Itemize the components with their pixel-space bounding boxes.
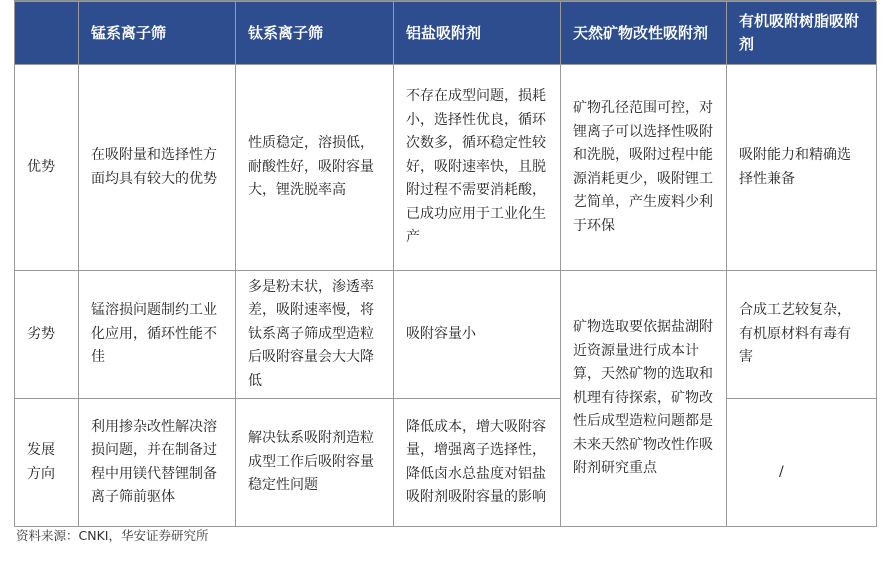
- cell-disadvantages-resin: 合成工艺较复杂，有机原材料有毒有害: [727, 271, 877, 399]
- cell-disadvantages-aluminum: 吸附容量小: [394, 271, 561, 399]
- cell-advantages-titanium: 性质稳定，溶损低，耐酸性好，吸附容量大，锂洗脱率高: [236, 65, 394, 271]
- header-aluminum-adsorbent: 铝盐吸附剂: [394, 2, 561, 65]
- cell-development-aluminum: 降低成本，增大吸附容量，增强离子选择性，降低卤水总盐度对铝盐吸附剂吸附容量的影响: [394, 399, 561, 527]
- header-corner: [15, 2, 79, 65]
- row-label-advantages: 优势: [15, 65, 79, 271]
- row-disadvantages: [15, 271, 877, 399]
- cell-advantages-aluminum: 不存在成型问题，损耗小，选择性优良，循环次数多，循环稳定性较好，吸附速率快，且脱附过程不需要消耗酸，已成功应用于工业化生产: [394, 65, 561, 271]
- cell-advantages-manganese: 在吸附量和选择性方面均具有较大的优势: [79, 65, 236, 271]
- header-natural-mineral-adsorbent: 天然矿物改性吸附剂: [561, 2, 727, 65]
- cell-development-manganese: 利用掺杂改性解决溶损问题，并在制备过程中用镁代替锂制备离子筛前驱体: [79, 399, 236, 527]
- header-titanium-sieve: 钛系离子筛: [236, 2, 394, 65]
- cell-advantages-resin: 吸附能力和精确选择性兼备: [727, 65, 877, 271]
- row-label-development: 发展方向: [15, 399, 79, 527]
- cell-disadvantages-titanium: 多是粉末状，渗透率差，吸附速率慢，将钛系离子筛成型造粒后吸附容量会大大降低: [236, 271, 394, 399]
- cell-disadvantages-manganese: 锰溶损问题制约工业化应用，循环性能不佳: [79, 271, 236, 399]
- header-organic-resin-adsorbent: 有机吸附树脂吸附剂: [727, 2, 877, 65]
- cell-development-titanium: 解决钛系吸附剂造粒成型工作后吸附容量稳定性问题: [236, 399, 394, 527]
- slash-mark: /: [779, 463, 784, 480]
- cell-disadvantages-mineral: 矿物选取要依据盐湖附近资源量进行成本计算，天然矿物的选取和机理有待探索，矿物改性后成型造粒问题都是未来天然矿物改性作吸附剂研究重点: [561, 271, 727, 527]
- row-label-disadvantages: 劣势: [15, 271, 79, 399]
- header-manganese-sieve: 锰系离子筛: [79, 2, 236, 65]
- header-row: [15, 2, 877, 65]
- adsorbent-comparison-table: [14, 1, 877, 527]
- row-advantages: [15, 65, 877, 271]
- cell-advantages-mineral: 矿物孔径范围可控，对锂离子可以选择性吸附和洗脱，吸附过程中能源消耗更少，吸附锂工艺简单，产生废料少利于环保: [561, 65, 727, 271]
- source-note: 资料来源：CNKI，华安证券研究所: [16, 528, 209, 543]
- cell-development-resin: [727, 399, 877, 527]
- row-development: [15, 399, 877, 527]
